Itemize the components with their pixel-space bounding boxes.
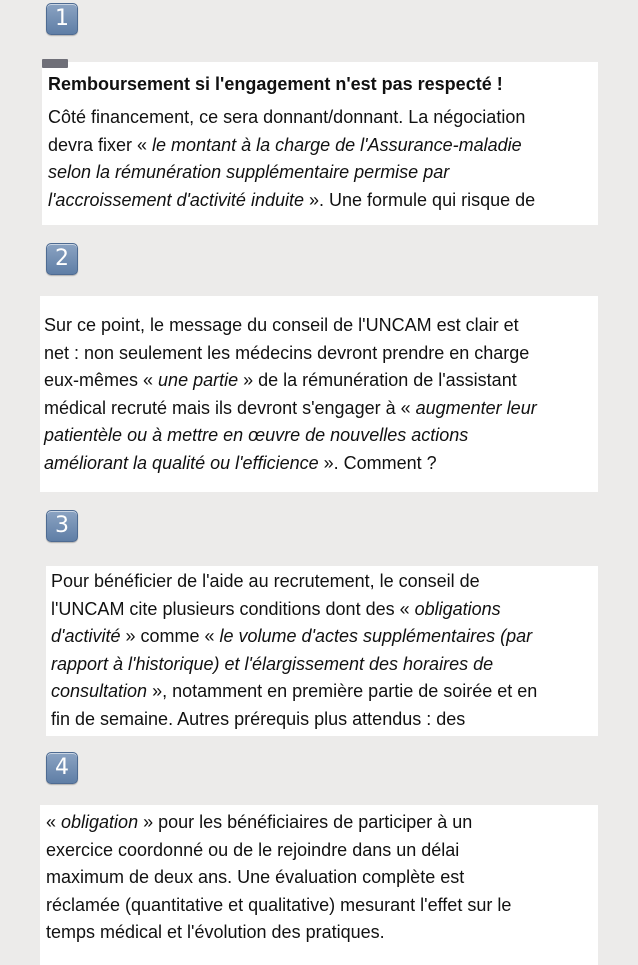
text-line: réclamée (quantitative et qualitative) mesurant l'effet sur le — [46, 894, 512, 915]
text-card-4 — [40, 805, 598, 965]
text-card-2 — [40, 296, 598, 492]
badge-number: 3 — [55, 513, 69, 538]
text-line: devra fixer « le montant à la charge de l'Assurance-maladie — [48, 134, 522, 155]
text-line: l'UNCAM cite plusieurs conditions dont des « obligations — [51, 598, 501, 619]
text-card-3 — [46, 566, 598, 736]
badge-number: 4 — [55, 755, 69, 780]
text-card-1 — [42, 62, 598, 225]
text-line: l'accroissement d'activité induite ». Une formule qui risque de — [48, 189, 536, 210]
text-line: d'activité » comme « le volume d'actes supplémentaires (par — [51, 626, 533, 647]
text-line: temps médical et l'évolution des pratiques. — [46, 922, 385, 943]
text-line: maximum de deux ans. Une évaluation complète est — [46, 867, 465, 888]
section-number-badge-3 — [46, 510, 78, 542]
section-number-badge-2 — [46, 243, 78, 275]
section-number-badge-4 — [46, 752, 78, 784]
text-line: améliorant la qualité ou l'efficience ». Comment ? — [44, 452, 437, 473]
text-line: consultation », notamment en première partie de soirée et en — [51, 681, 538, 702]
text-line: patientèle ou à mettre en œuvre de nouvelles actions — [44, 425, 469, 446]
text-line: Sur ce point, le message du conseil de l'UNCAM est clair et — [44, 315, 519, 335]
badge-number: 2 — [55, 246, 69, 271]
text-line: médical recruté mais ils devront s'engager à « augmenter leur — [44, 397, 537, 418]
text-line: eux-mêmes « une partie » de la rémunération de l'assistant — [44, 370, 517, 391]
text-line: Pour bénéficier de l'aide au recrutement, le conseil de — [51, 571, 480, 591]
tab-marker — [42, 59, 68, 68]
text-line: selon la rémunération supplémentaire permise par — [48, 162, 450, 183]
badge-number: 1 — [55, 6, 69, 31]
text-line: « obligation » pour les bénéficiaires de participer à un — [46, 812, 473, 832]
text-line: exercice coordonné ou de le rejoindre dans un délai — [46, 839, 460, 860]
text-line: Côté financement, ce sera donnant/donnant. La négociation — [48, 107, 526, 127]
text-line: rapport à l'historique) et l'élargissement des horaires de — [51, 653, 494, 674]
text-line: net : non seulement les médecins devront prendre en charge — [44, 342, 530, 363]
section-number-badge-1 — [46, 3, 78, 35]
card-heading: Remboursement si l'engagement n'est pas respecté ! — [48, 74, 503, 94]
text-line: fin de semaine. Autres prérequis plus attendus : des — [51, 708, 466, 729]
